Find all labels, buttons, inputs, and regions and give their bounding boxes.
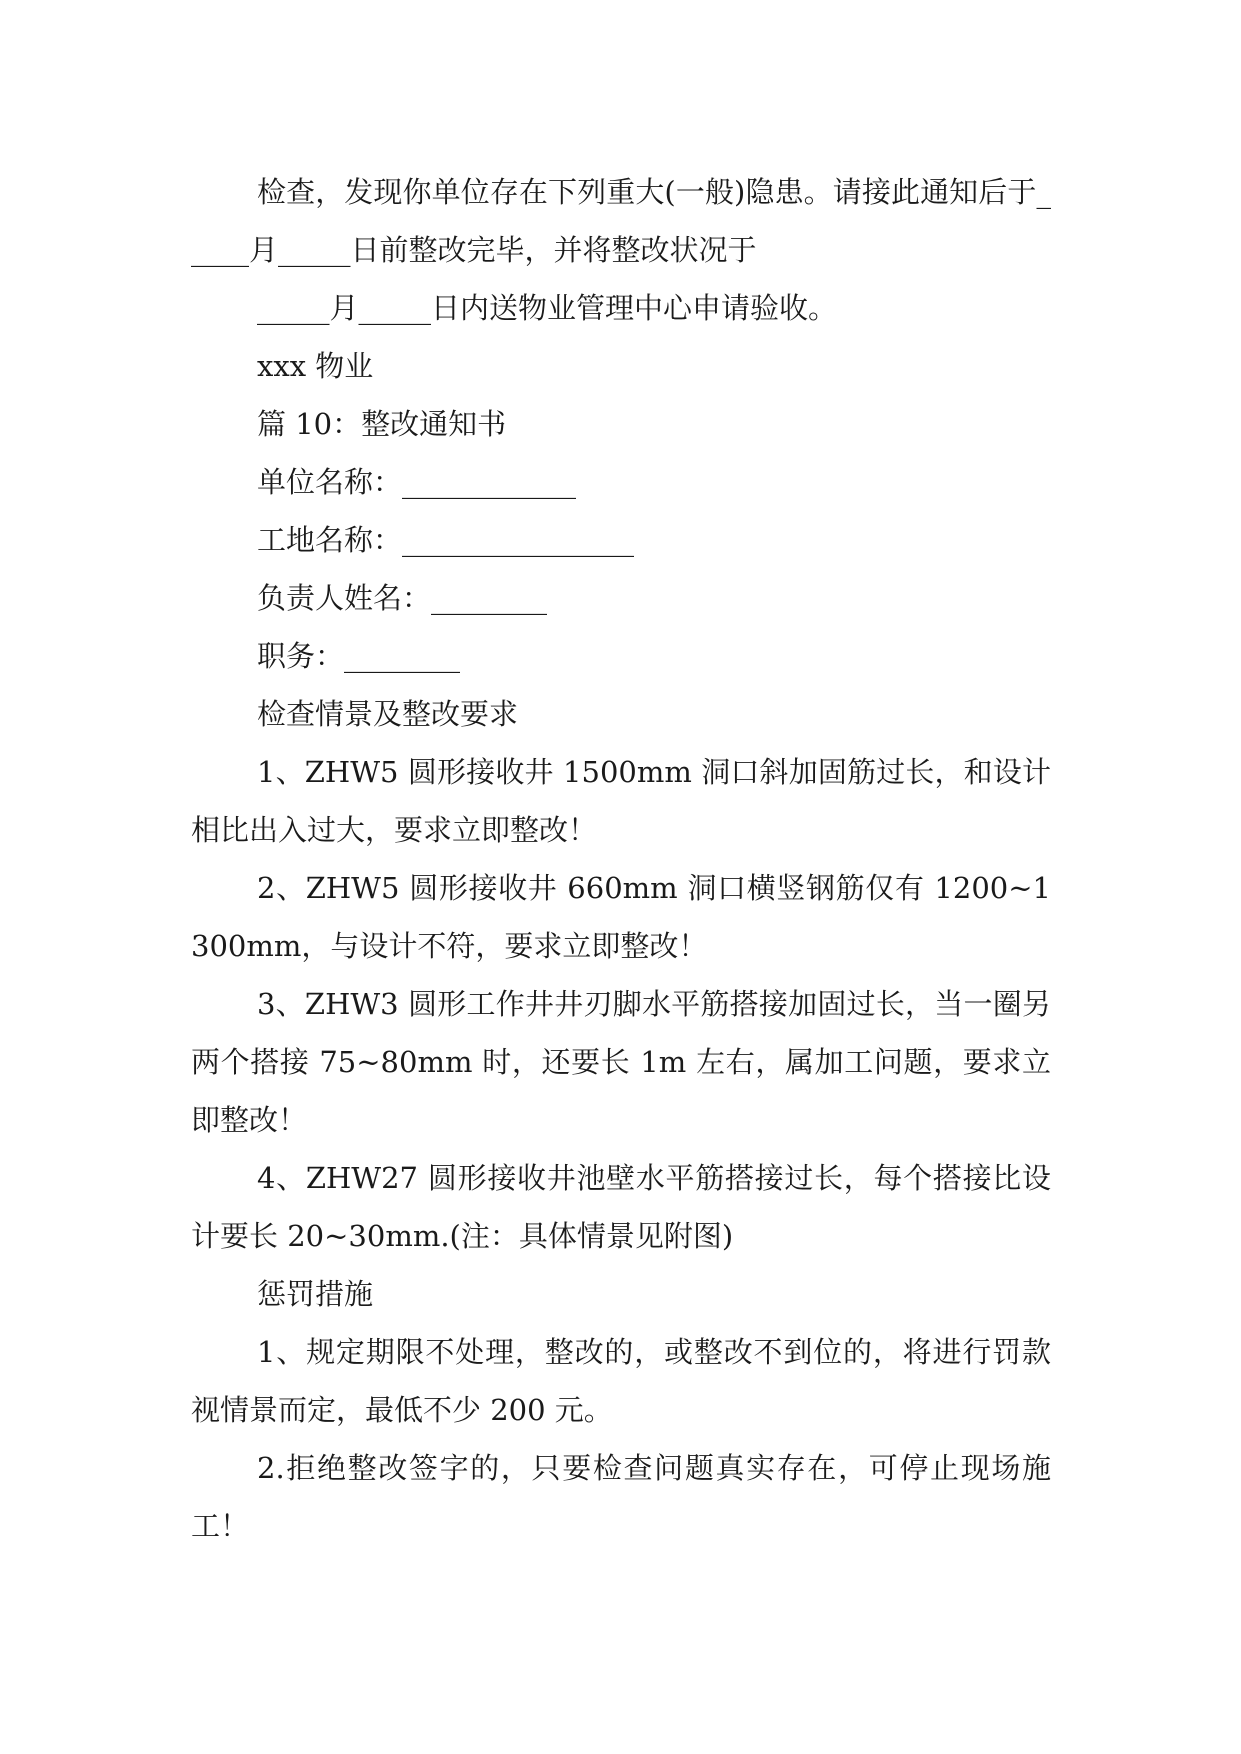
field-site-name: 工地名称：________________	[257, 523, 635, 557]
inspection-item-2: 2、ZHW5 圆形接收井 660mm 洞口横竖钢筋仅有 1200~1300mm，与设计不符，要求立即整改！	[191, 871, 1051, 963]
penalty-item-2: 2.拒绝整改签字的，只要检查问题真实存在，可停止现场施工！	[191, 1451, 1051, 1543]
inspection-item-1: 1、ZHW5 圆形接收井 1500mm 洞口斜加固筋过长，和设计相比出入过大，要求立即整改！	[191, 755, 1051, 847]
penalty-item-1: 1、规定期限不处理，整改的，或整改不到位的，将进行罚款视情景而定，最低不少 200 元。	[191, 1335, 1051, 1427]
field-unit-name: 单位名称：____________	[257, 465, 577, 499]
paragraph-notice-intro: 检查，发现你单位存在下列重大(一般)隐患。请接此通知后于_____月_____日前整改完毕，并将整改状况于	[191, 175, 1051, 267]
document-body	[191, 163, 1051, 1555]
subheading-inspection: 检查情景及整改要求	[257, 697, 519, 731]
inspection-item-3: 3、ZHW3 圆形工作井井刃脚水平筋搭接加固过长，当一圈另两个搭接 75~80mm 时，还要长 1m 左右，属加工问题，要求立即整改！	[191, 987, 1051, 1137]
section-heading: 篇 10：整改通知书	[257, 407, 507, 441]
field-responsible-person: 负责人姓名：________	[257, 581, 548, 615]
paragraph-acceptance-date: _____月_____日内送物业管理中心申请验收。	[257, 291, 838, 325]
subheading-penalty: 惩罚措施	[257, 1277, 374, 1311]
paragraph-signature-company: xxx 物业	[257, 349, 374, 383]
inspection-item-4: 4、ZHW27 圆形接收井池壁水平筋搭接过长，每个搭接比设计要长 20~30mm.(注：具体情景见附图)	[191, 1161, 1051, 1253]
field-position: 职务：________	[257, 639, 461, 673]
